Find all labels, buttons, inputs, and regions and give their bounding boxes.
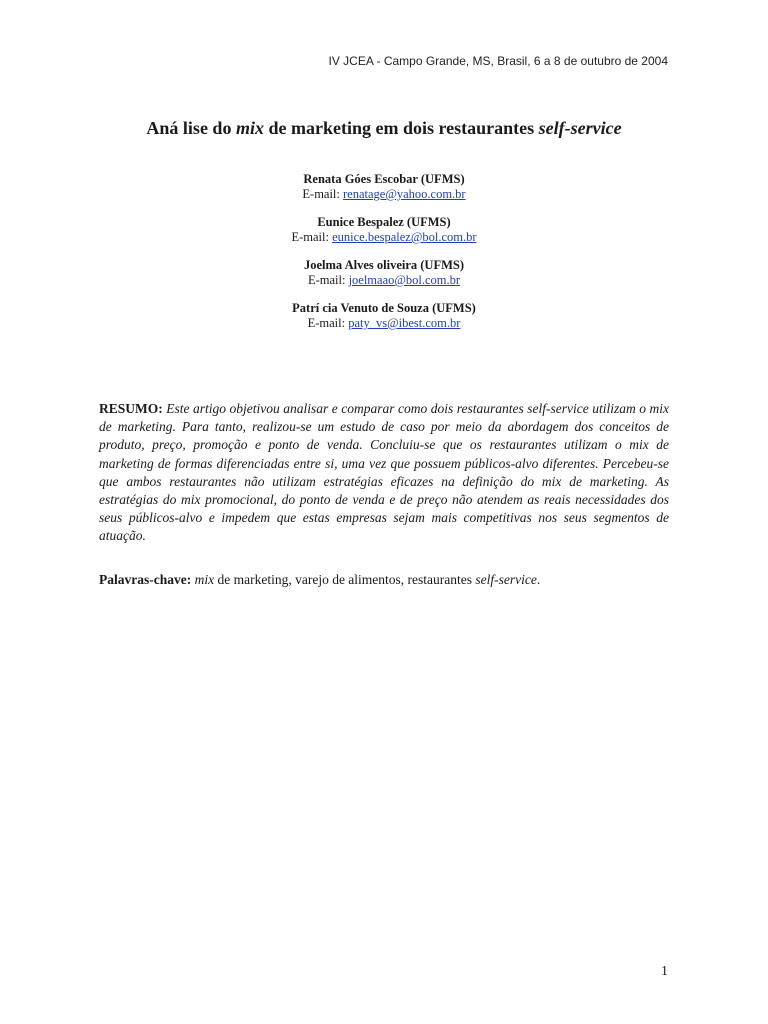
author-name: Patrí cia Venuto de Souza (UFMS) <box>292 301 476 315</box>
author-email-line <box>0 230 768 245</box>
author-name: Renata Góes Escobar (UFMS) <box>303 172 465 186</box>
author-list <box>0 172 768 344</box>
author-email-link[interactable]: paty_vs@ibest.com.br <box>348 316 461 330</box>
author-block <box>0 301 768 331</box>
running-header: IV JCEA - Campo Grande, MS, Brasil, 6 a 8 de outubro de 2004 <box>328 54 668 68</box>
author-email-line <box>0 316 768 331</box>
author-email-line <box>0 273 768 288</box>
keywords-label: Palavras-chave: <box>99 572 192 587</box>
abstract-label: RESUMO: <box>99 401 163 416</box>
keywords-end: . <box>536 572 541 587</box>
author-block <box>0 172 768 202</box>
title-self-service-italic: self-service <box>538 118 622 138</box>
abstract <box>99 400 669 546</box>
email-label: E-mail: <box>307 316 349 330</box>
title-mix-italic: mix <box>235 118 264 138</box>
email-label: E-mail: <box>302 187 344 201</box>
author-email-link[interactable]: eunice.bespalez@bol.com.br <box>332 230 477 244</box>
title-part-1: Aná lise do <box>146 118 236 138</box>
author-email-link[interactable]: renatage@yahoo.com.br <box>343 187 466 201</box>
author-email-link[interactable]: joelmaao@bol.com.br <box>348 273 461 287</box>
paper-title <box>0 118 768 139</box>
keywords-text: de marketing, varejo de alimentos, restaurantes <box>214 572 476 587</box>
author-block <box>0 215 768 245</box>
email-label: E-mail: <box>307 273 349 287</box>
keyword-mix-italic: mix <box>194 572 215 587</box>
keywords <box>99 571 669 589</box>
author-name: Eunice Bespalez (UFMS) <box>317 215 451 229</box>
page-number: 1 <box>661 964 668 979</box>
author-email-line <box>0 187 768 202</box>
author-block <box>0 258 768 288</box>
email-label: E-mail: <box>291 230 333 244</box>
keyword-self-service-italic: self-service <box>475 572 537 587</box>
author-name: Joelma Alves oliveira (UFMS) <box>303 258 465 272</box>
abstract-text: Este artigo objetivou analisar e comparar como dois restaurantes self-service utilizam o mix de marketing. Para tanto, realizou-se um estudo de caso por meio da abordagem dos conceitos de produto, preço, promoção e ponto de venda. Concluiu-se que os restaurantes utilizam o mix de marketing de formas diferenciadas entre si, uma vez que possuem públicos-alvo diferentes. Percebeu-se que ambos restaurantes não utilizam estratégias eficazes na definição do mix de marketing. As estratégias do mix promocional, do ponto de venda e de preço não atendem as reais necessidades dos seus públicos-alvo e impedem que estas empresas sejam mais competitivas nos seus segmentos de atuação. <box>99 401 670 544</box>
title-part-3: de marketing em dois restaurantes <box>263 118 539 138</box>
